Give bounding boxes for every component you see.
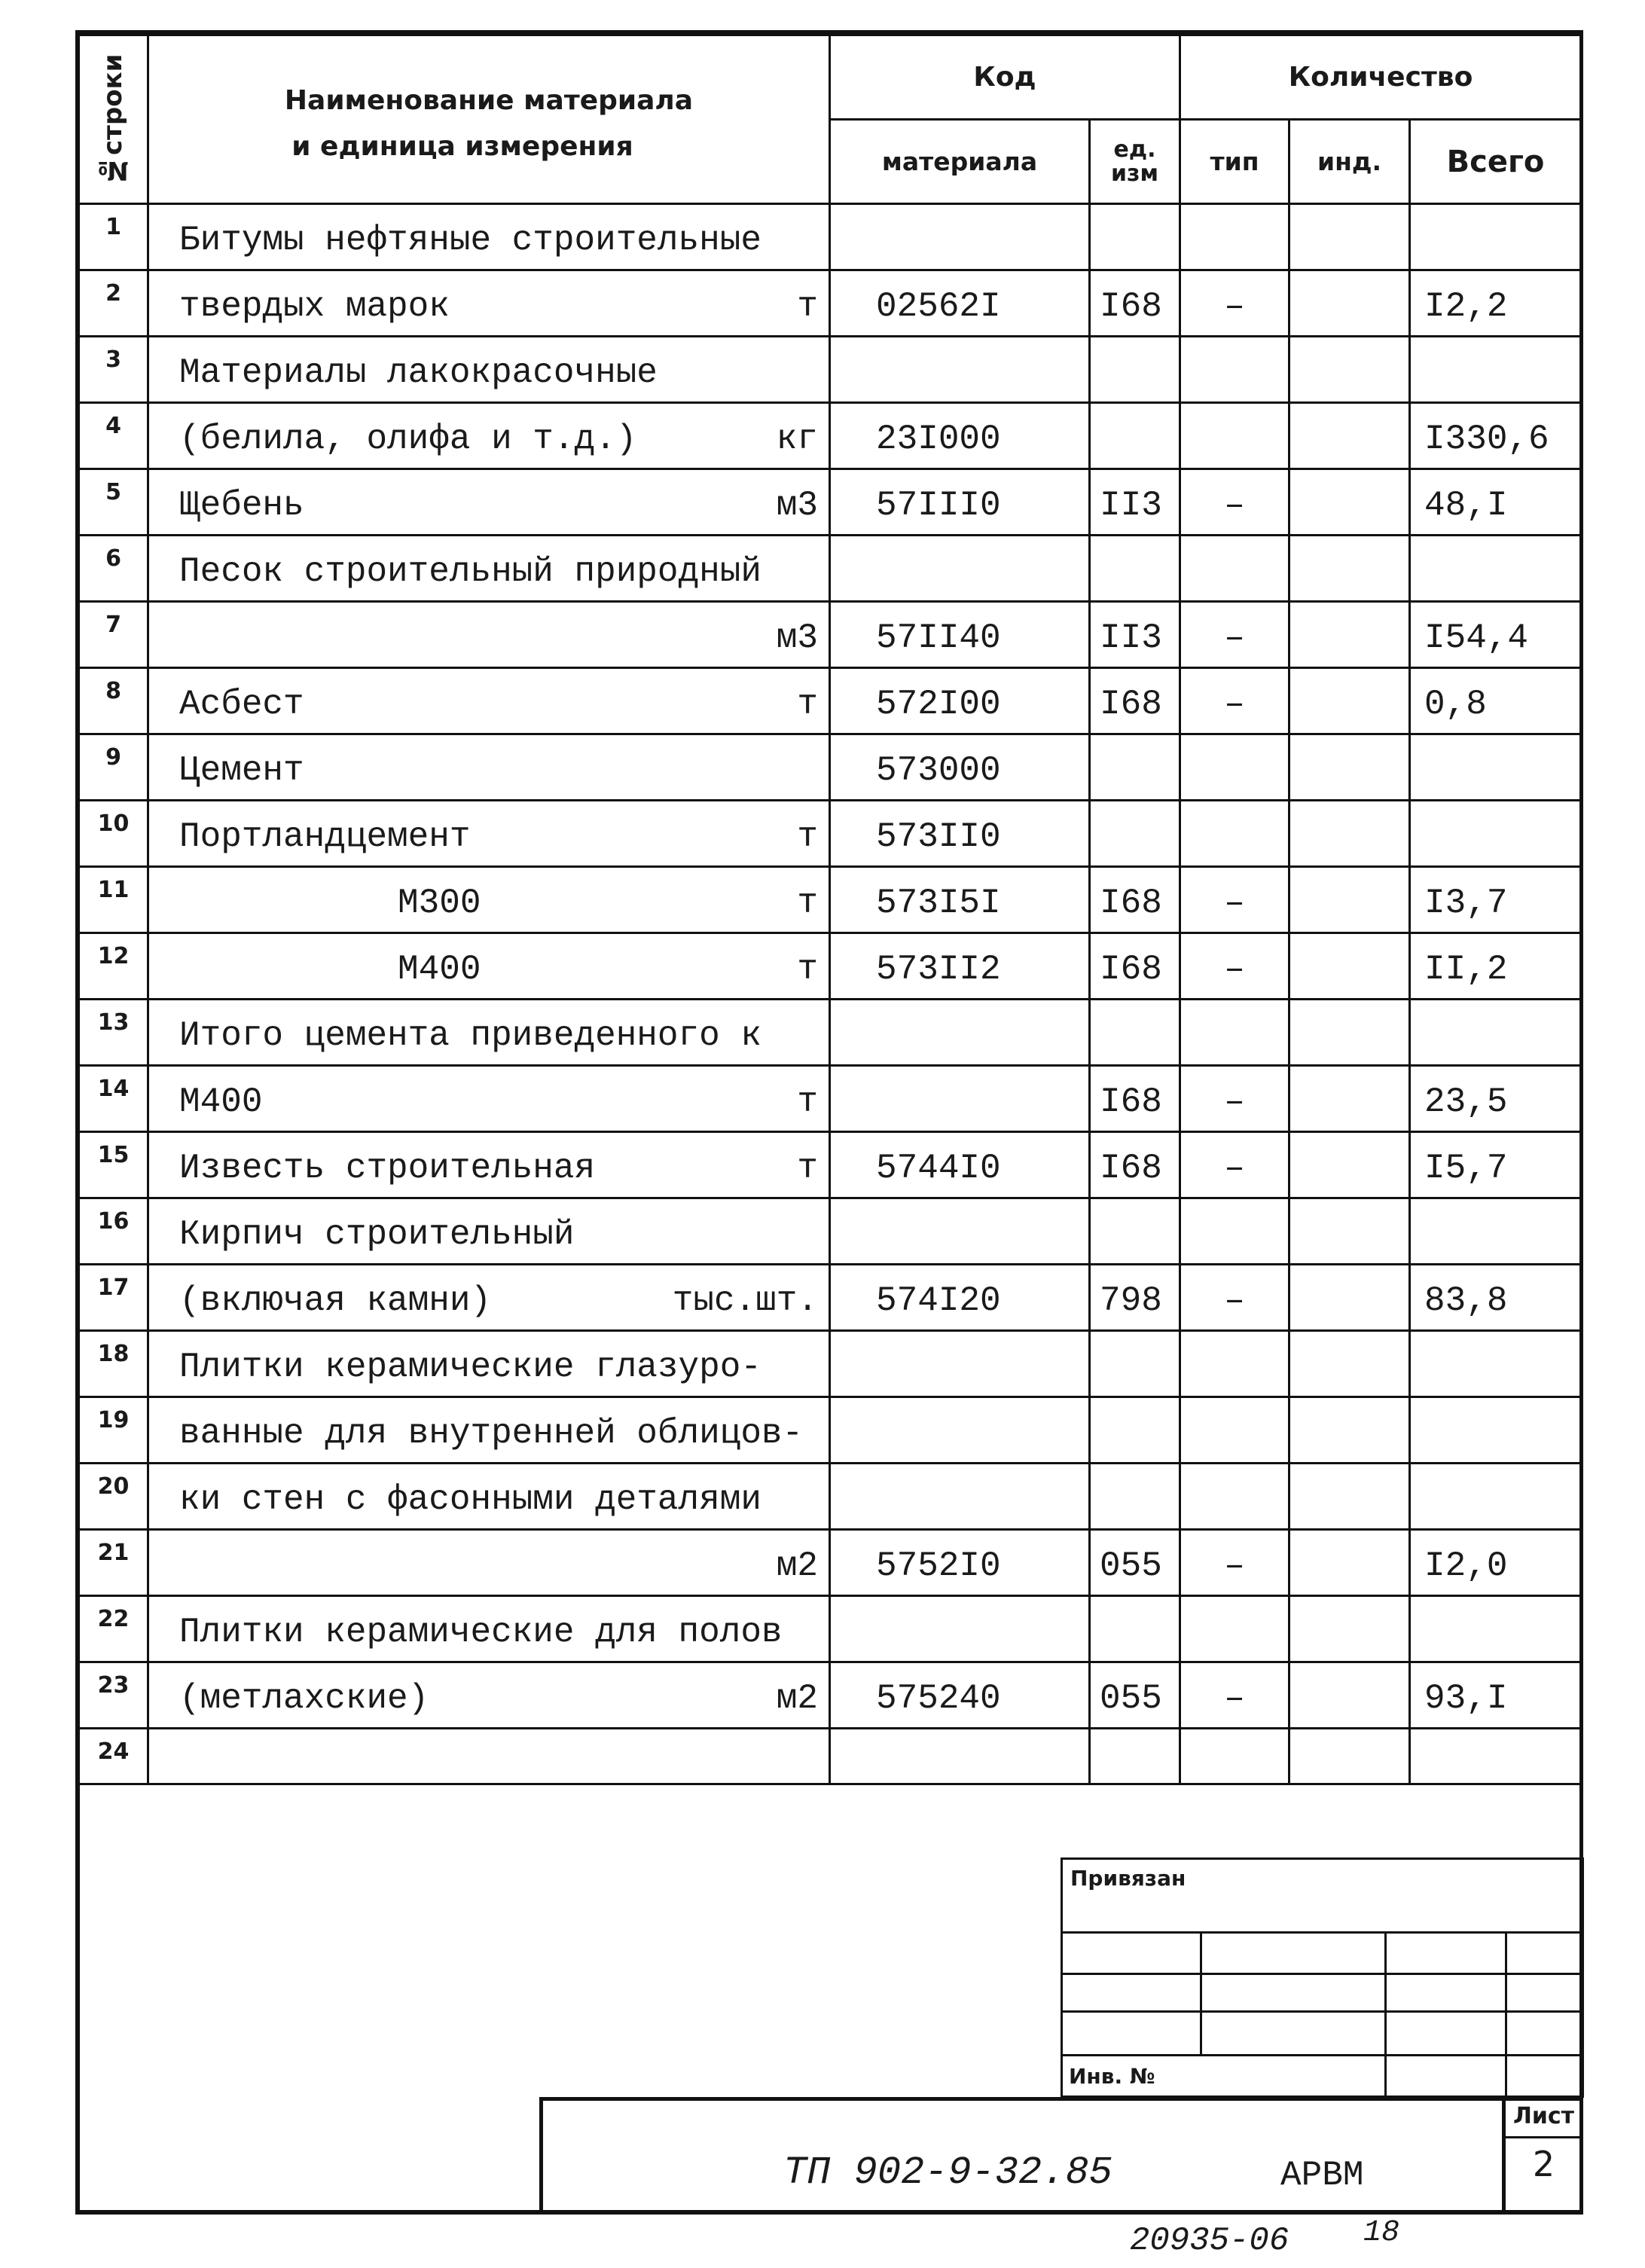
row-number: 22 <box>79 1596 148 1662</box>
stamp-cell <box>1201 1933 1386 1974</box>
material-name-cell <box>148 1464 830 1530</box>
measure-unit: м2 <box>776 1546 818 1586</box>
material-name: Кирпич строительный <box>179 1215 575 1254</box>
row-number: 6 <box>79 536 148 602</box>
stamp-cell <box>1506 1974 1583 2012</box>
material-name: Битумы нефтяные строительные <box>179 221 761 260</box>
name-header: Наименование материала и единица измерения <box>148 35 830 204</box>
stamp-cell <box>1506 2012 1583 2056</box>
quantity-ind <box>1289 1331 1410 1397</box>
quantity-total <box>1410 734 1582 801</box>
quantity-ind <box>1289 1198 1410 1265</box>
attached-label: Привязан <box>1062 1859 1583 1933</box>
table-row <box>79 668 1582 734</box>
table-row <box>79 1000 1582 1066</box>
material-code <box>830 204 1090 270</box>
measure-unit: т <box>797 817 818 856</box>
row-number: 4 <box>79 403 148 469</box>
quantity-ind <box>1289 1596 1410 1662</box>
measure-unit: т <box>797 1149 818 1188</box>
material-code <box>830 337 1090 403</box>
material-code <box>830 1596 1090 1662</box>
material-name: Цемент <box>179 751 304 790</box>
material-name: Плитки керамические для полов <box>179 1613 783 1652</box>
table-row <box>79 337 1582 403</box>
row-number: 24 <box>79 1729 148 1784</box>
material-name-cell <box>148 1198 830 1265</box>
row-number: 3 <box>79 337 148 403</box>
unit-code <box>1090 337 1180 403</box>
unit-code <box>1090 1596 1180 1662</box>
binding-stamp <box>1061 1857 1584 2098</box>
quantity-type <box>1180 1331 1289 1397</box>
quantity-type <box>1180 403 1289 469</box>
material-name-cell <box>148 801 830 867</box>
material-code: 57II40 <box>830 602 1090 668</box>
quantity-ind <box>1289 1662 1410 1729</box>
quantity-type: – <box>1180 602 1289 668</box>
unit-code <box>1090 403 1180 469</box>
unit-code <box>1090 801 1180 867</box>
quantity-type <box>1180 1596 1289 1662</box>
quantity-ind <box>1289 536 1410 602</box>
material-name-cell <box>148 734 830 801</box>
material-code <box>830 1198 1090 1265</box>
unit-code <box>1090 1729 1180 1784</box>
quantity-total: 48,I <box>1410 469 1582 536</box>
quantity-total <box>1410 801 1582 867</box>
row-number: 18 <box>79 1331 148 1397</box>
row-number: 19 <box>79 1397 148 1464</box>
table-row <box>79 1066 1582 1132</box>
table-row <box>79 403 1582 469</box>
stamp-cell <box>1062 1974 1201 2012</box>
quantity-total <box>1410 204 1582 270</box>
stamp-cell <box>1506 1933 1583 1974</box>
material-name: М400 <box>179 1082 263 1122</box>
section-mark: АРВМ <box>1280 2156 1364 2195</box>
row-number: 12 <box>79 933 148 1000</box>
material-name-cell <box>148 1265 830 1331</box>
stamp-cell <box>1386 2012 1506 2056</box>
material-code: 57III0 <box>830 469 1090 536</box>
material-name: Портландцемент <box>179 817 471 856</box>
row-number-header: №строки <box>79 35 148 204</box>
quantity-type: – <box>1180 1265 1289 1331</box>
unit-code: I68 <box>1090 933 1180 1000</box>
table-row <box>79 270 1582 337</box>
quantity-ind <box>1289 1464 1410 1530</box>
material-code <box>830 1331 1090 1397</box>
table-row <box>79 536 1582 602</box>
quantity-ind <box>1289 933 1410 1000</box>
row-number: 21 <box>79 1530 148 1596</box>
material-name-cell <box>148 204 830 270</box>
material-name-cell <box>148 337 830 403</box>
quantity-total: 23,5 <box>1410 1066 1582 1132</box>
quantity-ind <box>1289 1397 1410 1464</box>
unit-code: I68 <box>1090 668 1180 734</box>
quantity-ind <box>1289 1000 1410 1066</box>
unit-code: II3 <box>1090 469 1180 536</box>
total-header: Всего <box>1410 120 1582 204</box>
material-name: Материалы лакокрасочные <box>179 353 658 392</box>
quantity-ind <box>1289 469 1410 536</box>
table-body <box>79 204 1582 1784</box>
material-name: М300 <box>398 884 481 923</box>
sheet-number: 2 <box>1532 2144 1555 2184</box>
row-number: 5 <box>79 469 148 536</box>
quantity-total: I2,2 <box>1410 270 1582 337</box>
row-number: 8 <box>79 668 148 734</box>
quantity-type <box>1180 1000 1289 1066</box>
inventory-no-label: Инв. № <box>1062 2056 1386 2097</box>
quantity-total <box>1410 536 1582 602</box>
stamp-cell <box>1506 2056 1583 2097</box>
material-name-cell <box>148 668 830 734</box>
materials-table <box>78 34 1582 1785</box>
row-number: 2 <box>79 270 148 337</box>
type-header: тип <box>1180 120 1289 204</box>
stamp-cell <box>1386 1974 1506 2012</box>
unit-code <box>1090 204 1180 270</box>
stamp-cell <box>1062 2012 1201 2056</box>
quantity-type: – <box>1180 933 1289 1000</box>
table-row <box>79 1265 1582 1331</box>
stamp-cell <box>1201 2012 1386 2056</box>
material-code: 5752I0 <box>830 1530 1090 1596</box>
material-name-cell <box>148 933 830 1000</box>
unit-code: 798 <box>1090 1265 1180 1331</box>
unit-code: I68 <box>1090 270 1180 337</box>
quantity-type: – <box>1180 1066 1289 1132</box>
material-name: Плитки керамические глазуро- <box>179 1348 761 1387</box>
measure-unit: т <box>797 950 818 989</box>
quantity-total: II,2 <box>1410 933 1582 1000</box>
material-name-cell <box>148 602 830 668</box>
quantity-type <box>1180 1464 1289 1530</box>
quantity-ind <box>1289 204 1410 270</box>
quantity-ind <box>1289 337 1410 403</box>
measure-unit: т <box>797 287 818 326</box>
measure-unit: тыс.шт. <box>672 1281 818 1320</box>
material-code: 02562I <box>830 270 1090 337</box>
material-name-cell <box>148 1729 830 1784</box>
quantity-ind <box>1289 1530 1410 1596</box>
material-code <box>830 1729 1090 1784</box>
material-name: твердых марок <box>179 287 450 326</box>
code-header: Код <box>830 35 1180 120</box>
unit-code <box>1090 1198 1180 1265</box>
material-code: 573I5I <box>830 867 1090 933</box>
unit-code-header: ед. изм <box>1090 120 1180 204</box>
material-name-cell <box>148 1596 830 1662</box>
unit-code <box>1090 1331 1180 1397</box>
quantity-total: I3,7 <box>1410 867 1582 933</box>
row-number: 14 <box>79 1066 148 1132</box>
row-number: 17 <box>79 1265 148 1331</box>
material-code: 575240 <box>830 1662 1090 1729</box>
quantity-ind <box>1289 1132 1410 1198</box>
measure-unit: м3 <box>776 486 818 525</box>
row-number: 9 <box>79 734 148 801</box>
material-name: Щебень <box>179 486 304 525</box>
table-row <box>79 1596 1582 1662</box>
archive-number: 20935-06 <box>1130 2222 1289 2260</box>
material-code <box>830 1464 1090 1530</box>
material-name: Асбест <box>179 685 304 724</box>
row-number: 11 <box>79 867 148 933</box>
row-number: 23 <box>79 1662 148 1729</box>
material-code <box>830 1000 1090 1066</box>
quantity-ind <box>1289 270 1410 337</box>
row-number: 1 <box>79 204 148 270</box>
quantity-ind <box>1289 403 1410 469</box>
quantity-type <box>1180 204 1289 270</box>
material-code: 573II0 <box>830 801 1090 867</box>
material-name-cell <box>148 1331 830 1397</box>
stamp-cell <box>1386 1933 1506 1974</box>
table-row <box>79 1331 1582 1397</box>
measure-unit: кг <box>776 420 818 459</box>
sheet-cell <box>1502 2097 1582 2214</box>
material-name: (включая камни) <box>179 1281 492 1320</box>
material-name-cell <box>148 1397 830 1464</box>
material-name-cell <box>148 469 830 536</box>
material-code <box>830 536 1090 602</box>
quantity-type <box>1180 337 1289 403</box>
table-row <box>79 469 1582 536</box>
document-code: ТП 902-9-32.85 <box>783 2150 1112 2195</box>
quantity-type <box>1180 801 1289 867</box>
page-number: 18 <box>1363 2216 1400 2250</box>
stamp-cell <box>1386 2056 1506 2097</box>
quantity-total <box>1410 1397 1582 1464</box>
material-name-cell <box>148 536 830 602</box>
material-name: ки стен с фасонными деталями <box>179 1480 761 1519</box>
table-row <box>79 933 1582 1000</box>
quantity-total <box>1410 1596 1582 1662</box>
table-row <box>79 1397 1582 1464</box>
unit-code: 055 <box>1090 1530 1180 1596</box>
material-code: 572I00 <box>830 668 1090 734</box>
quantity-type <box>1180 734 1289 801</box>
unit-code <box>1090 734 1180 801</box>
unit-code <box>1090 1397 1180 1464</box>
unit-code: I68 <box>1090 1066 1180 1132</box>
sheet-label: Лист <box>1506 2097 1582 2138</box>
quantity-ind <box>1289 1265 1410 1331</box>
quantity-total <box>1410 1198 1582 1265</box>
row-number: 15 <box>79 1132 148 1198</box>
quantity-ind <box>1289 1066 1410 1132</box>
quantity-total: I330,6 <box>1410 403 1582 469</box>
table-row <box>79 867 1582 933</box>
material-name: М400 <box>398 950 481 989</box>
quantity-total <box>1410 1000 1582 1066</box>
quantity-type: – <box>1180 270 1289 337</box>
table-row <box>79 1729 1582 1784</box>
material-name: ванные для внутренней облицов- <box>179 1414 804 1453</box>
table-row <box>79 801 1582 867</box>
material-code: 573000 <box>830 734 1090 801</box>
material-code: 573II2 <box>830 933 1090 1000</box>
quantity-type: – <box>1180 867 1289 933</box>
quantity-type: – <box>1180 668 1289 734</box>
quantity-type <box>1180 536 1289 602</box>
quantity-header: Количество <box>1180 35 1582 120</box>
quantity-ind <box>1289 734 1410 801</box>
table-row <box>79 734 1582 801</box>
table-row <box>79 1530 1582 1596</box>
quantity-total <box>1410 1331 1582 1397</box>
quantity-ind <box>1289 801 1410 867</box>
quantity-total: 83,8 <box>1410 1265 1582 1331</box>
material-name: Итого цемента приведенного к <box>179 1016 761 1055</box>
table-row <box>79 204 1582 270</box>
material-name-cell <box>148 1066 830 1132</box>
measure-unit: м3 <box>776 618 818 658</box>
material-name-cell <box>148 403 830 469</box>
table-row <box>79 1464 1582 1530</box>
material-name: (белила, олифа и т.д.) <box>179 420 637 459</box>
quantity-total: 0,8 <box>1410 668 1582 734</box>
material-code: 574I20 <box>830 1265 1090 1331</box>
quantity-total: I5,7 <box>1410 1132 1582 1198</box>
material-name-cell <box>148 270 830 337</box>
quantity-total <box>1410 1464 1582 1530</box>
material-name-cell <box>148 1530 830 1596</box>
row-number: 16 <box>79 1198 148 1265</box>
quantity-ind <box>1289 668 1410 734</box>
material-code: 23I000 <box>830 403 1090 469</box>
stamp-cell <box>1062 1933 1201 1974</box>
material-name: Известь строительная <box>179 1149 596 1188</box>
quantity-total <box>1410 337 1582 403</box>
quantity-total: I54,4 <box>1410 602 1582 668</box>
material-name-cell <box>148 1132 830 1198</box>
unit-code <box>1090 1000 1180 1066</box>
row-number: 13 <box>79 1000 148 1066</box>
quantity-ind <box>1289 602 1410 668</box>
quantity-type <box>1180 1729 1289 1784</box>
table-row <box>79 1132 1582 1198</box>
unit-code <box>1090 536 1180 602</box>
quantity-type <box>1180 1397 1289 1464</box>
measure-unit: т <box>797 1082 818 1122</box>
quantity-type: – <box>1180 1530 1289 1596</box>
row-number: 7 <box>79 602 148 668</box>
quantity-ind <box>1289 1729 1410 1784</box>
material-name: (метлахские) <box>179 1679 429 1718</box>
material-name-cell <box>148 1662 830 1729</box>
material-code <box>830 1066 1090 1132</box>
quantity-total: I2,0 <box>1410 1530 1582 1596</box>
measure-unit: м2 <box>776 1679 818 1718</box>
table-row <box>79 1198 1582 1265</box>
measure-unit: т <box>797 685 818 724</box>
quantity-type: – <box>1180 1662 1289 1729</box>
ind-header: инд. <box>1289 120 1410 204</box>
table-row <box>79 602 1582 668</box>
material-name: Песок строительный природный <box>179 552 761 591</box>
table-row <box>79 1662 1582 1729</box>
quantity-type <box>1180 1198 1289 1265</box>
stamp-cell <box>1201 1974 1386 2012</box>
quantity-ind <box>1289 867 1410 933</box>
material-code <box>830 1397 1090 1464</box>
unit-code <box>1090 1464 1180 1530</box>
material-name-cell <box>148 867 830 933</box>
material-code: 5744I0 <box>830 1132 1090 1198</box>
row-number: 10 <box>79 801 148 867</box>
quantity-type: – <box>1180 469 1289 536</box>
unit-code: I68 <box>1090 867 1180 933</box>
measure-unit: т <box>797 884 818 923</box>
row-number: 20 <box>79 1464 148 1530</box>
material-code-header: материала <box>830 120 1090 204</box>
unit-code: I68 <box>1090 1132 1180 1198</box>
quantity-type: – <box>1180 1132 1289 1198</box>
material-name-cell <box>148 1000 830 1066</box>
unit-code: II3 <box>1090 602 1180 668</box>
quantity-total: 93,I <box>1410 1662 1582 1729</box>
unit-code: 055 <box>1090 1662 1180 1729</box>
quantity-total <box>1410 1729 1582 1784</box>
